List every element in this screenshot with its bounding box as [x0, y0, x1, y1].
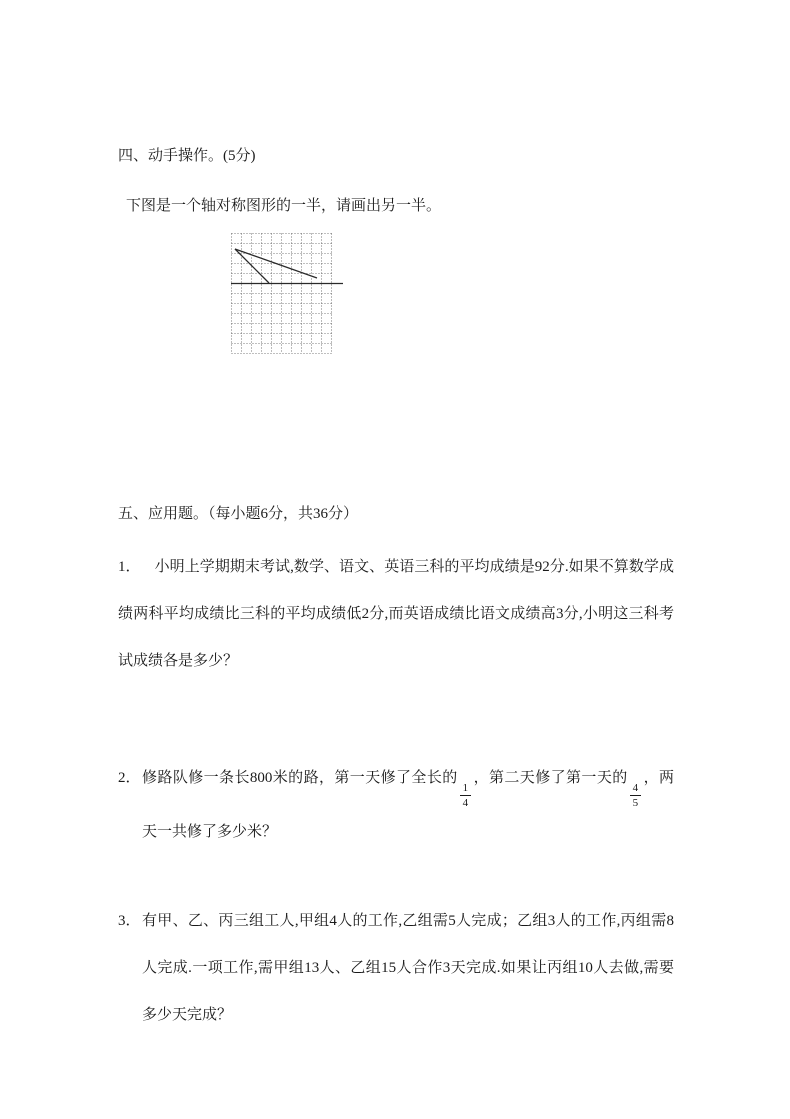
problem-1-text: 小明上学期期末考试,数学、语文、英语三科的平均成绩是92分.如果不算数学成绩两科平均成绩比三科的平均成绩低2分,而英语成绩比语文成绩高3分,小明这三科考试成绩各是多少？: [118, 559, 674, 669]
section4-instruction: 下图是一个轴对称图形的一半，请画出另一半。: [126, 198, 442, 214]
fraction-denominator: 5: [632, 797, 639, 809]
fraction-four-fifths: [630, 782, 642, 809]
symmetry-grid: [231, 233, 345, 356]
section5-title: 五、应用题。（每小题6分，共36分）: [118, 506, 359, 522]
problem-3-text: 有甲、乙、丙三组工人,甲组4人的工作,乙组需5人完成；乙组3人的工作,丙组需8人完成.一项工作,需甲组13人、乙组15人合作3天完成.如果让丙组10人去做,需要多少天完成？: [142, 913, 674, 1023]
problem-3-number: 3．: [118, 913, 141, 929]
fraction-denominator: 4: [462, 797, 469, 809]
problem-3: [118, 898, 674, 1039]
fraction-numerator: 4: [630, 782, 642, 796]
section4-title: 四、动手操作。(5分): [118, 148, 256, 164]
problem-2-text-part3: ，两天一共修了多少米？: [142, 770, 674, 840]
problem-2-number: 2．: [118, 770, 141, 786]
symmetry-figure: [231, 233, 674, 356]
problem-2-text-part1: 修路队修一条长800米的路，第一天修了全长的: [142, 770, 458, 786]
problem-1: [118, 544, 674, 685]
fraction-numerator: 1: [460, 782, 472, 796]
fraction-one-fourth: [460, 782, 472, 809]
problem-2-text-part2: ，第二天修了第一天的: [473, 770, 628, 786]
problem-1-number: 1．: [118, 559, 141, 575]
problem-2: [118, 755, 674, 856]
